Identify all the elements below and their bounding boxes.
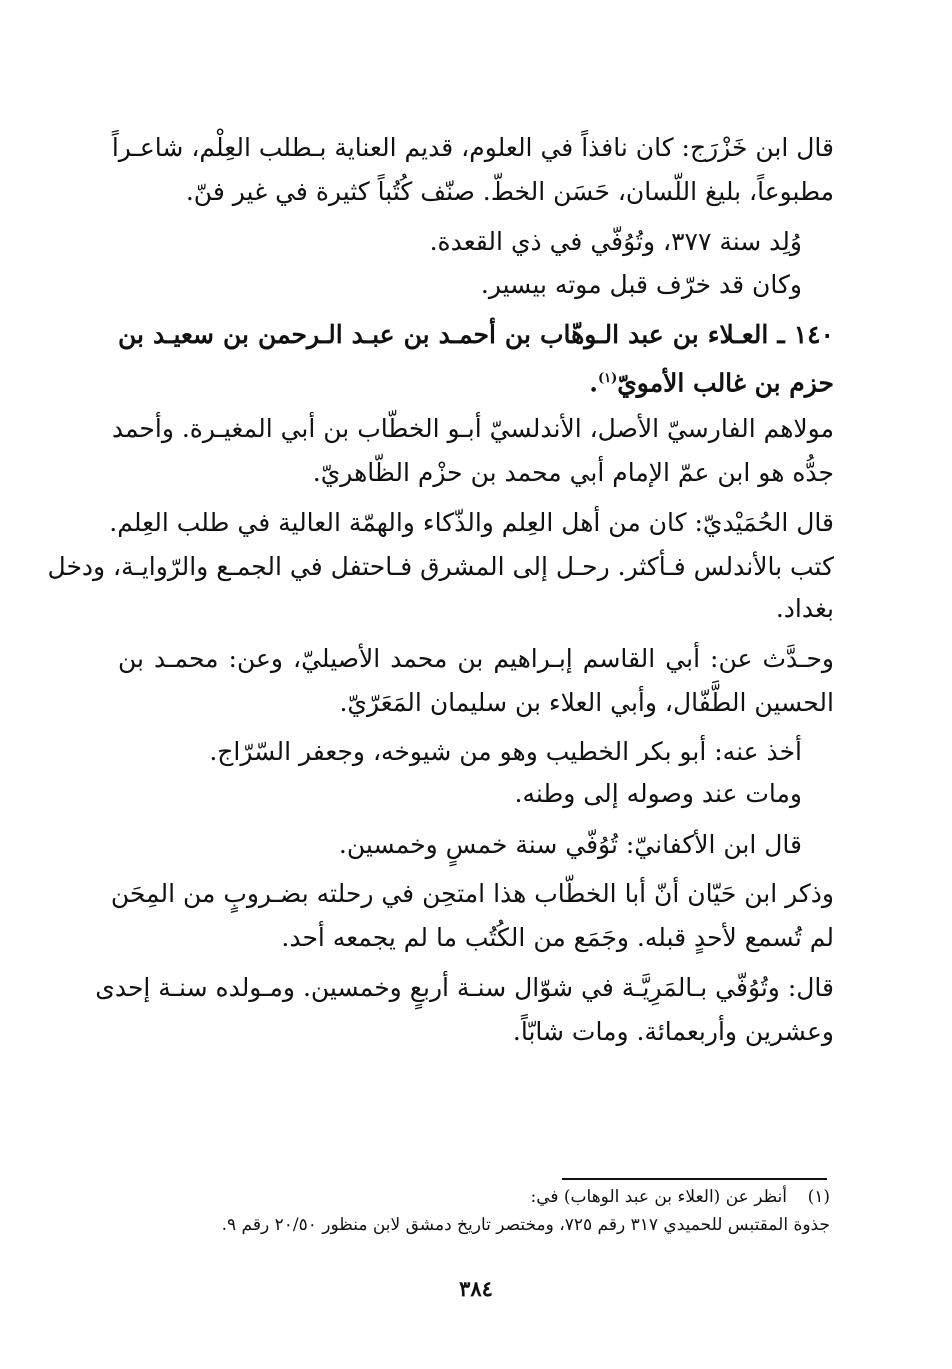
death-homeland-line: ومات عند وصوله إلى وطنه. bbox=[514, 779, 802, 808]
paragraph-lineage-line1: مولاهم الفارسيّ الأصل، الأندلسيّ أبـو الخطّاب بن أبي المغيـرة. وأحمد bbox=[111, 414, 834, 443]
paragraph-humaydi-line3: بغداد. bbox=[775, 594, 834, 623]
students-line: أخذ عنه: أبو بكر الخطيب وهو من شيوخه، وجعفر السّرّاج. bbox=[209, 737, 802, 766]
page-number: ٣٨٤ bbox=[459, 1276, 493, 1301]
birth-death-line: وُلِد سنة ٣٧٧، وتُوُفّي في ذي القعدة. bbox=[429, 227, 802, 256]
paragraph-death-almeria-line2: وعشرين وأربعمائة. ومات شابّاً. bbox=[512, 1017, 834, 1046]
paragraph-death-almeria-line1: قال: وتُوُفّي بـالمَرِيَّـة في شوّال سنـة أربعٍ وخمسين. ومـولده سنـة إحدى bbox=[95, 973, 834, 1002]
paragraph-narrated-line1: وحـدَّث عن: أبي القاسم إبـراهيم بن محمد الأصيليّ، وعن: محمـد بن bbox=[118, 644, 834, 673]
footnote-line1: أنظر عن (العلاء بن عبد الوهاب) في: bbox=[530, 1187, 787, 1207]
heading-period: . bbox=[589, 368, 598, 398]
entry-140-heading-line2 bbox=[118, 357, 834, 405]
paragraph-humaydi-line2: كتب بالأندلس فـأكثر. رحـل إلى المشرق فـاحتفل في الجمـع والرّوايـة، ودخل bbox=[47, 552, 834, 581]
paragraph-ibn-khazraj-line2: مطبوعاً، بليغ اللّسان، حَسَن الخطّ. صنّف كُتُباً كثيرة في غير فنّ. bbox=[185, 177, 834, 206]
footnote-reference: (١) bbox=[597, 371, 618, 386]
akfani-line: قال ابن الأكفانيّ: تُوُفّي سنة خمسٍ وخمسين. bbox=[338, 830, 802, 859]
entry-140-heading-line1: ١٤٠ ـ العـلاء بن عبد الـوهّاب بن أحمـد بن عبـد الـرحمن بن سعيـد بن bbox=[118, 320, 834, 349]
paragraph-humaydi-line1: قال الحُمَيْديّ: كان من أهل العِلم والذّكاء والهمّة العالية في طلب العِلم. bbox=[109, 508, 834, 537]
footnote-line2: جذوة المقتبس للحميدي ٣١٧ رقم ٧٢٥، ومختصر تاريخ دمشق لابن منظور ٢٠/٥٠ رقم ٩. bbox=[221, 1215, 830, 1235]
paragraph-ibn-khazraj-line1: قال ابن خَزْرَج: كان نافذاً في العلوم، قديم العناية بـطلب العِلْم، شاعـراً bbox=[111, 133, 834, 162]
senility-line: وكان قد خرّف قبل موته بيسير. bbox=[480, 270, 802, 299]
paragraph-lineage-line2: جدُّه هو ابن عمّ الإمام أبي محمد بن حزْم الظّاهريّ. bbox=[312, 458, 834, 487]
footnote-divider bbox=[562, 1178, 827, 1180]
footnote-number: (١) bbox=[807, 1187, 830, 1207]
paragraph-narrated-line2: الحسين الطَّفّال، وأبي العلاء بن سليمان المَعَرّيّ. bbox=[339, 688, 834, 717]
paragraph-hayyan-line2: لم تُسمع لأحدٍ قبله. وجَمَع من الكُتُب ما لم يجمعه أحد. bbox=[281, 923, 834, 952]
paragraph-hayyan-line1: وذكر ابن حَيّان أنّ أبا الخطّاب هذا امتحِن في رحلته بضـروبٍ من المِحَن bbox=[110, 879, 834, 908]
entry-140-name-end: حزم بن غالب الأمويّ bbox=[617, 368, 834, 398]
